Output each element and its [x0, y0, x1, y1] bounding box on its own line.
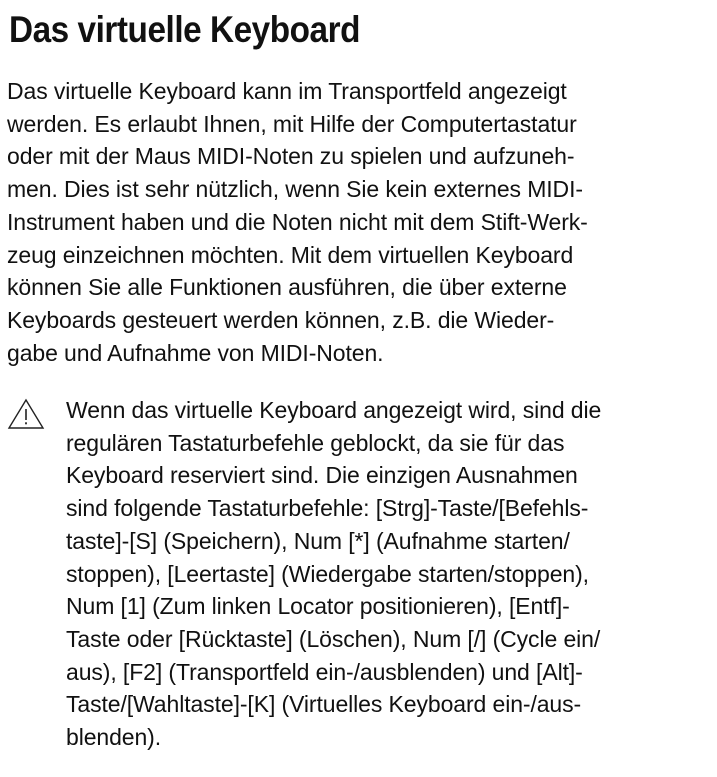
note-line: Wenn das virtuelle Keyboard angezeigt wird, sind die [66, 397, 602, 423]
note-line: aus), [F2] (Transportfeld ein-/ausblenden) und [Alt]- [66, 658, 583, 685]
note-line: Num [1] (Zum linken Locator positionieren), [Entf]- [66, 593, 570, 620]
note-line: Taste oder [Rücktaste] (Löschen), Num [/] (Cycle ein/ [66, 625, 601, 652]
paragraph-line: men. Dies ist sehr nützlich, wenn Sie kein externes MIDI- [7, 176, 583, 203]
page-title: Das virtuelle Keyboard [9, 9, 360, 50]
paragraph-line: Keyboards gesteuert werden können, z.B. die Wieder- [7, 306, 555, 333]
note-line: stoppen), [Leertaste] (Wiedergabe starten/stoppen), [66, 560, 589, 587]
paragraph-line: gabe und Aufnahme von MIDI-Noten. [7, 339, 384, 366]
paragraph-line: Instrument haben und die Noten nicht mit dem Stift-Werk- [7, 208, 588, 235]
warning-triangle-icon [7, 398, 45, 430]
paragraph-line: können Sie alle Funktionen ausführen, die über externe [7, 274, 567, 301]
note-line: blenden). [66, 724, 162, 751]
paragraph-line: werden. Es erlaubt Ihnen, mit Hilfe der Computertastatur [7, 110, 577, 137]
paragraph-line: zeug einzeichnen möchten. Mit dem virtuellen Keyboard [7, 241, 574, 268]
note-line: regulären Tastaturbefehle geblockt, da sie für das [66, 429, 565, 456]
paragraph-line: oder mit der Maus MIDI-Noten zu spielen und aufzuneh- [7, 143, 575, 170]
note-line: taste]-[S] (Speichern), Num [*] (Aufnahme starten/ [66, 527, 570, 554]
paragraph-line: Das virtuelle Keyboard kann im Transportfeld angezeigt [7, 78, 567, 104]
warning-note-text [66, 394, 706, 754]
intro-paragraph [7, 75, 712, 369]
note-line: Taste/[Wahltaste]-[K] (Virtuelles Keyboard ein-/aus- [66, 691, 582, 718]
note-line: Keyboard reserviert sind. Die einzigen Ausnahmen [66, 462, 578, 489]
note-line: sind folgende Tastaturbefehle: [Strg]-Taste/[Befehls- [66, 495, 589, 522]
